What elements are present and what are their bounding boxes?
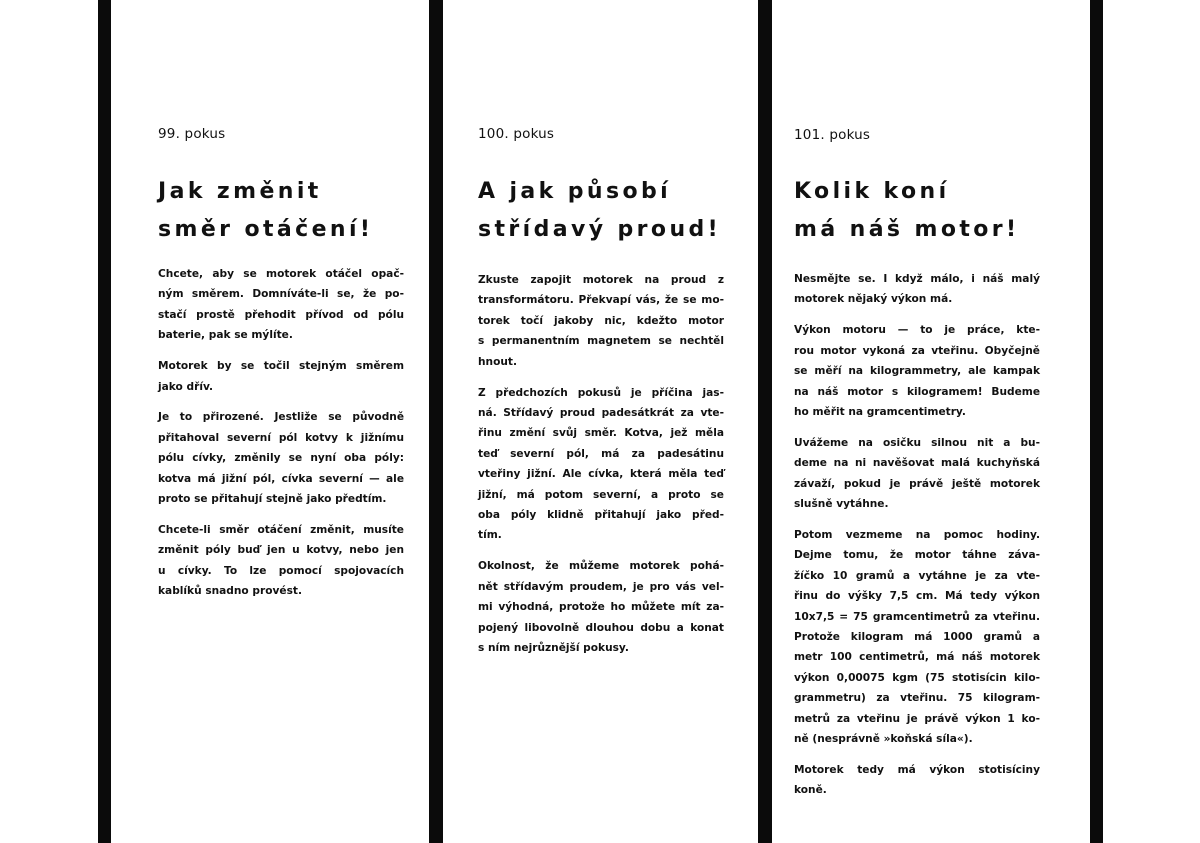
text-line: na náš motor s kilogramem! Budeme — [794, 385, 1040, 398]
column-divider-bar-2 — [429, 0, 443, 843]
paragraph — [158, 264, 404, 346]
text-line: stačí prostě přehodit přívod od pólu — [158, 308, 404, 321]
experiment-body — [158, 264, 404, 612]
title-line: směr otáčení! — [158, 217, 374, 242]
text-line: ným směrem. Domníváte-li se, že po- — [158, 288, 404, 301]
text-line: u cívky. To lze pomocí spojovacích — [158, 564, 404, 577]
text-line: baterie, pak se mýlíte. — [158, 329, 293, 342]
paragraph — [158, 520, 404, 602]
text-line: Chcete-li směr otáčení změnit, musíte — [158, 523, 404, 536]
text-line: závaží, pokud je právě ještě motorek — [794, 477, 1040, 490]
text-line: 10x7,5 = 75 gramcentimetrů za vteřinu. — [794, 610, 1040, 623]
text-line: změnit póly buď jen u kotvy, nebo jen — [158, 544, 404, 557]
experiment-column-101 — [772, 0, 1090, 843]
text-line: koně. — [794, 784, 827, 797]
text-line: transformátoru. Překvapí vás, že se mo- — [478, 294, 724, 307]
text-line: Potom vezmeme na pomoc hodiny. — [794, 528, 1040, 541]
title-line: A jak působí — [478, 179, 672, 204]
text-line: slušně vytáhne. — [794, 498, 889, 511]
experiment-body — [478, 270, 724, 669]
text-line: žíčko 10 gramů a vytáhne je za vte- — [794, 569, 1040, 582]
paragraph — [794, 433, 1040, 515]
text-line: kotva má jižní pól, cívka severní — ale — [158, 472, 404, 485]
text-line: tím. — [478, 529, 502, 542]
text-line: ho měřit na gramcentimetry. — [794, 405, 966, 418]
text-line: hnout. — [478, 355, 517, 368]
text-line: Motorek by se točil stejným směrem — [158, 360, 404, 373]
paragraph — [794, 760, 1040, 801]
text-line: ně (nesprávně »koňská síla«). — [794, 733, 973, 746]
text-line: kablíků snadno provést. — [158, 585, 302, 598]
text-line: Motorek tedy má výkon stotisíciny — [794, 763, 1040, 776]
experiment-column-99 — [0, 0, 430, 843]
text-line: pólu cívky, změnily se nyní oba póly: — [158, 452, 404, 465]
text-line: grammetru) za vteřinu. 75 kilogram- — [794, 692, 1040, 705]
title-line: Kolik koní — [794, 179, 950, 204]
text-line: Nesmějte se. I když málo, i náš malý — [794, 273, 1040, 285]
title-line: střídavý proud! — [478, 217, 722, 242]
paragraph — [794, 269, 1040, 310]
text-line: pojený libovolně dlouhou dobu a konat — [478, 621, 724, 634]
experiment-column-100 — [443, 0, 759, 843]
paragraph — [478, 556, 724, 658]
text-line: Zkuste zapojit motorek na proud z — [478, 274, 724, 286]
text-line: jižní, má potom severní, a proto se — [478, 488, 724, 501]
experiment-title — [478, 173, 721, 249]
title-line: Jak změnit — [158, 179, 322, 204]
text-line: jako dřív. — [158, 380, 214, 393]
text-line: přitahoval severní pól kotvy k jižnímu — [158, 431, 404, 444]
text-line: výkon 0,00075 kgm (75 stotisícin kilo- — [794, 671, 1040, 684]
text-line: Dejme tomu, že motor táhne záva- — [794, 549, 1040, 562]
experiment-number: 100. pokus — [478, 126, 555, 142]
title-line: má náš motor! — [794, 217, 1020, 242]
paragraph — [158, 407, 404, 509]
paragraph — [478, 383, 724, 546]
text-line: rou motor vykoná za vteřinu. Obyčejně — [794, 344, 1040, 357]
text-line: řinu do výšky 7,5 cm. Má tedy výkon — [794, 590, 1040, 603]
text-line: Výkon motoru — to je práce, kte- — [794, 324, 1040, 337]
column-divider-bar-4 — [1090, 0, 1103, 843]
text-line: Chcete, aby se motorek otáčel opač- — [158, 268, 404, 280]
text-line: se měří na kilogrammetry, ale kampak — [794, 365, 1040, 378]
text-line: oba póly klidně přitahují jako před- — [478, 508, 724, 521]
paragraph — [158, 356, 404, 397]
text-line: řinu změní svůj směr. Kotva, jež měla — [478, 427, 724, 440]
experiment-title — [158, 173, 373, 249]
text-line: mi výhodná, protože ho můžete mít za- — [478, 601, 724, 614]
paragraph — [478, 270, 724, 372]
text-line: metr 100 centimetrů, má náš motorek — [794, 651, 1040, 664]
column-divider-bar-3 — [758, 0, 772, 843]
text-line: Je to přirozené. Jestliže se původně — [158, 411, 404, 424]
text-line: nět střídavým proudem, je pro vás vel- — [478, 580, 724, 593]
text-line: Protože kilogram má 1000 gramů a — [794, 631, 1040, 643]
experiment-number: 99. pokus — [158, 126, 226, 142]
text-line: Z předchozích pokusů je příčina jas- — [478, 386, 724, 399]
text-line: s ním nejrůznější pokusy. — [478, 641, 629, 654]
text-line: proto se přitahují stejně jako předtím. — [158, 493, 387, 506]
text-line: s permanentním magnetem se nechtěl — [478, 335, 724, 348]
text-line: metrů za vteřinu je právě výkon 1 ko- — [794, 712, 1040, 725]
experiment-number: 101. pokus — [794, 127, 871, 143]
text-line: Uvážeme na osičku silnou nit a bu- — [794, 436, 1040, 449]
text-line: vteřiny jižní. Ale cívka, která měla teď — [478, 468, 724, 481]
text-line: torek točí jakoby nic, kdežto motor — [478, 314, 724, 327]
text-line: ná. Střídavý proud padesátkrát za vte- — [478, 406, 724, 419]
experiment-title — [794, 173, 1019, 249]
text-line: teď severní pól, má za padesátinu — [478, 447, 724, 460]
text-line: deme na ni navěšovat malá kuchyňská — [794, 457, 1040, 470]
text-line: motorek nějaký výkon má. — [794, 293, 953, 306]
paragraph — [794, 525, 1040, 749]
experiment-body — [794, 269, 1040, 811]
paragraph — [794, 320, 1040, 422]
text-line: Okolnost, že můžeme motorek pohá- — [478, 560, 724, 573]
